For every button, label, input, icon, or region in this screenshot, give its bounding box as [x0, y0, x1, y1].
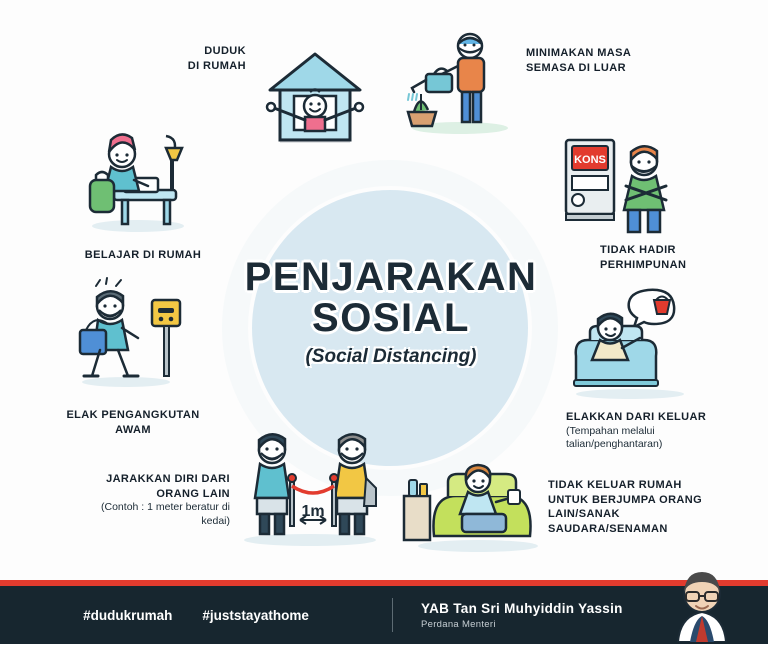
no-gathering-icon	[556, 132, 686, 242]
caption-minimakan-masa: MINIMAKAN MASA SEMASA DI LUAR	[526, 47, 632, 74]
svg-text:1m: 1m	[301, 503, 325, 520]
caption-tidak-keluar-rumah: TIDAK KELUAR RUMAH UNTUK BERJUMPA ORANG LAIN/SANAK SAUDARA/SENAMAN	[548, 479, 703, 535]
watering-plant-icon	[400, 26, 518, 136]
hashtag-juststayathome[interactable]: #juststayathome	[202, 607, 309, 623]
caption-belajar-di-rumah: BELAJAR DI RUMAH	[84, 249, 202, 261]
study-desk-icon	[78, 118, 198, 233]
online-order-sofa-icon	[570, 286, 700, 401]
title-line-1: PENJARAKAN	[244, 255, 538, 299]
title-line-2: SOSIAL	[312, 296, 470, 341]
pm-name: YAB Tan Sri Muhyiddin Yassin	[421, 600, 623, 616]
hashtag-group	[0, 608, 392, 623]
caption-note-elakkan-dari-keluar: (Tempahan melalui talian/penghantaran)	[566, 424, 663, 451]
title-subtitle: (Social Distancing)	[305, 346, 477, 368]
caption-elak-pengangkutan-awam: ELAK PENGANGKUTAN AWAM	[66, 409, 200, 436]
caption-tidak-hadir-perhimpunan: TIDAK HADIR PERHIMPUNAN	[600, 244, 687, 271]
bus-stop-icon	[66, 278, 191, 388]
queue-distance-icon	[230, 412, 390, 552]
caption-duduk-di-rumah: DUDUK DI RUMAH	[187, 45, 246, 72]
hashtag-dudukrumah[interactable]: #dudukrumah	[83, 607, 173, 623]
pm-portrait-avatar	[664, 560, 740, 642]
footer-bar	[0, 586, 768, 644]
house-person-icon	[250, 38, 380, 148]
pm-role: Perdana Menteri	[421, 618, 496, 630]
caption-elakkan-dari-keluar: ELAKKAN DARI KELUAR (Tempahan melalui talian/penghantaran)	[566, 410, 746, 452]
caption-note-jarakkan-diri: (Contoh : 1 meter beratur di kedai)	[101, 501, 230, 527]
page-title	[236, 255, 546, 368]
sofa-relax-icon	[400, 440, 550, 555]
caption-jarakkan-diri: JARAKKAN DIRI DARI ORANG LAIN (Contoh : 1 meter beratur di kedai)	[70, 472, 230, 529]
svg-text:KONS: KONS	[574, 154, 606, 166]
